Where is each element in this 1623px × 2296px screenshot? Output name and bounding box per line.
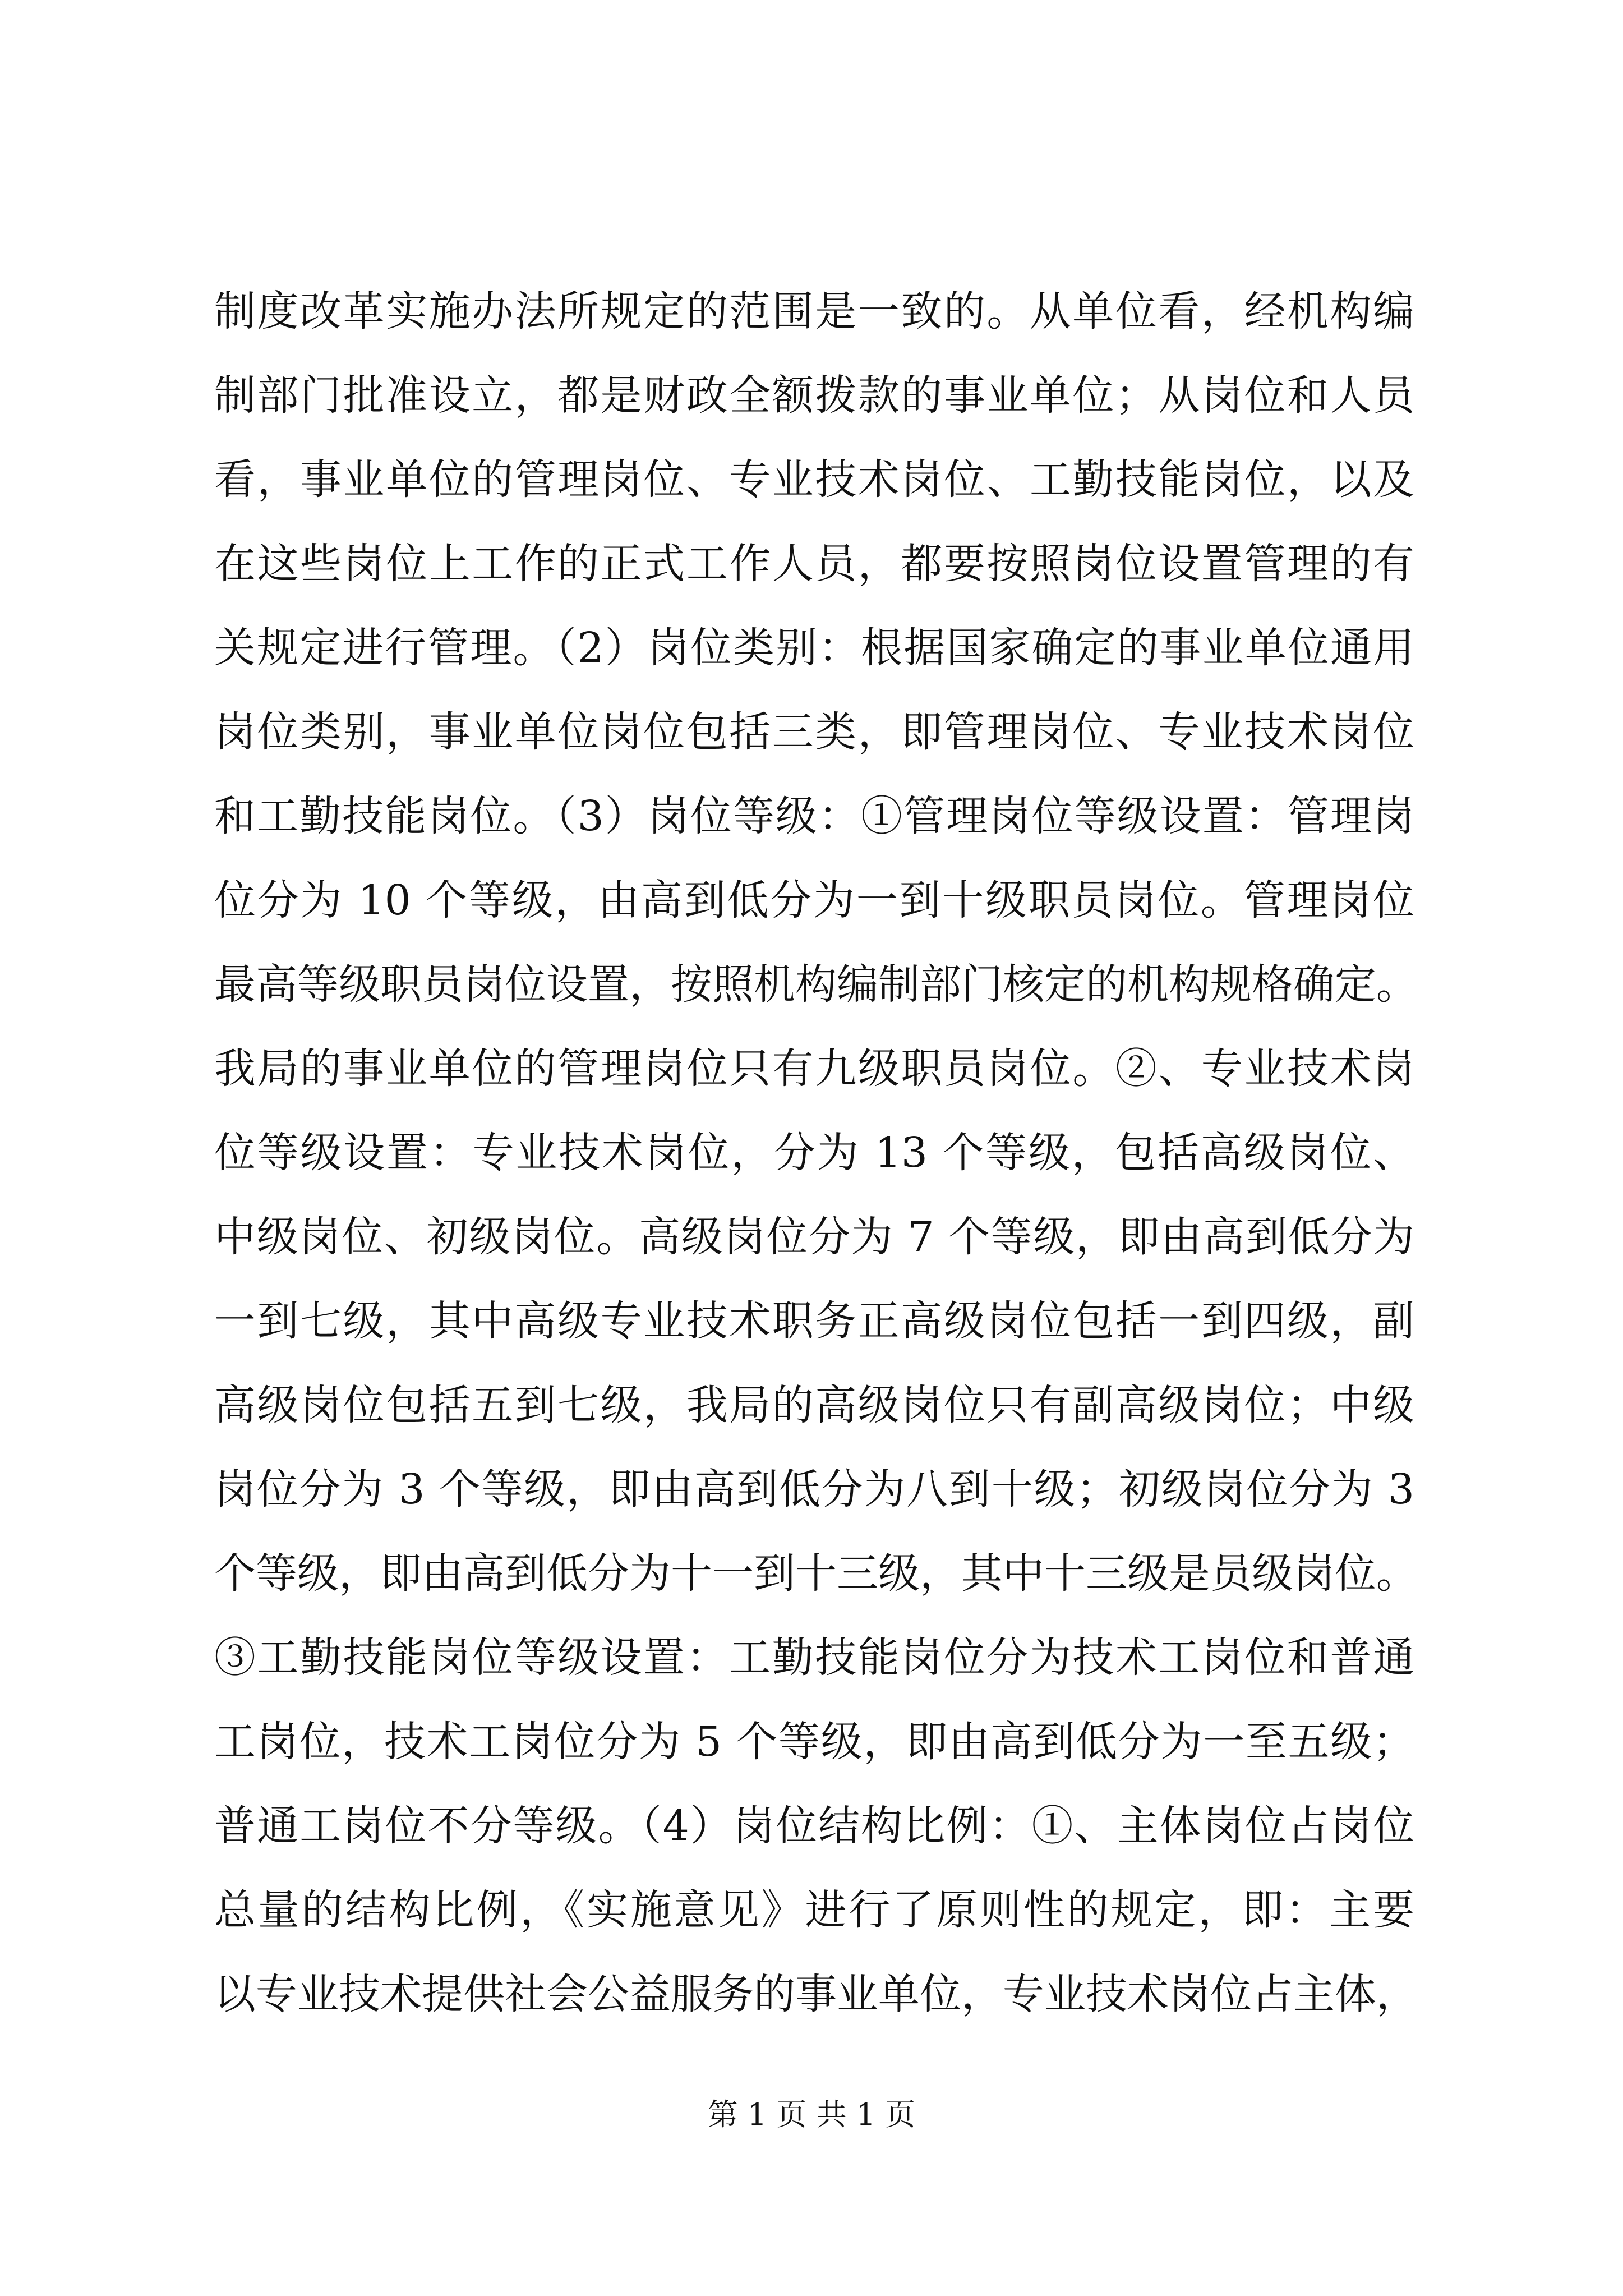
text-line: 岗位类别，事业单位岗位包括三类，即管理岗位、专业技术岗位	[214, 708, 1414, 756]
text-line: ③工勤技能岗位等级设置：工勤技能岗位分为技术工岗位和普通	[214, 1634, 1414, 1682]
text-line: 我局的事业单位的管理岗位只有九级职员岗位。②、专业技术岗	[214, 1045, 1414, 1093]
text-line: 制部门批准设立，都是财政全额拨款的事业单位；从岗位和人员	[214, 371, 1414, 420]
text-line: 中级岗位、初级岗位。高级岗位分为 7 个等级，即由高到低分为	[214, 1213, 1414, 1261]
text-line: 最高等级职员岗位设置，按照机构编制部门核定的机构规格确定。	[214, 960, 1418, 1009]
text-line: 普通工岗位不分等级。（4）岗位结构比例：①、主体岗位占岗位	[214, 1802, 1414, 1850]
text-line: 个等级，即由高到低分为十一到十三级，其中十三级是员级岗位。	[214, 1549, 1418, 1598]
text-line: 位分为 10 个等级，由高到低分为一到十级职员岗位。管理岗位	[214, 876, 1414, 924]
text-line: 一到七级，其中高级专业技术职务正高级岗位包括一到四级，副	[214, 1297, 1414, 1345]
text-line: 关规定进行管理。（2）岗位类别：根据国家确定的事业单位通用	[214, 624, 1414, 672]
text-line: 和工勤技能岗位。（3）岗位等级：①管理岗位等级设置：管理岗	[214, 792, 1414, 840]
body-text	[214, 269, 1418, 2036]
text-line: 总量的结构比例，《实施意见》进行了原则性的规定，即：主要	[214, 1886, 1414, 1934]
text-line: 看，事业单位的管理岗位、专业技术岗位、工勤技能岗位，以及	[214, 455, 1414, 504]
text-line: 高级岗位包括五到七级，我局的高级岗位只有副高级岗位；中级	[214, 1381, 1414, 1429]
page-number-label: 第 1 页 共 1 页	[707, 2097, 916, 2132]
text-line: 在这些岗位上工作的正式工作人员，都要按照岗位设置管理的有	[214, 540, 1414, 588]
text-line: 以专业技术提供社会公益服务的事业单位，专业技术岗位占主体，	[214, 1970, 1418, 2018]
text-line: 工岗位，技术工岗位分为 5 个等级，即由高到低分为一至五级；	[214, 1718, 1414, 1766]
text-line: 岗位分为 3 个等级，即由高到低分为八到十级；初级岗位分为 3	[214, 1465, 1414, 1513]
page-footer	[0, 2095, 1623, 2134]
text-line: 制度改革实施办法所规定的范围是一致的。从单位看，经机构编	[214, 287, 1414, 335]
text-line: 位等级设置：专业技术岗位，分为 13 个等级，包括高级岗位、	[214, 1129, 1414, 1177]
